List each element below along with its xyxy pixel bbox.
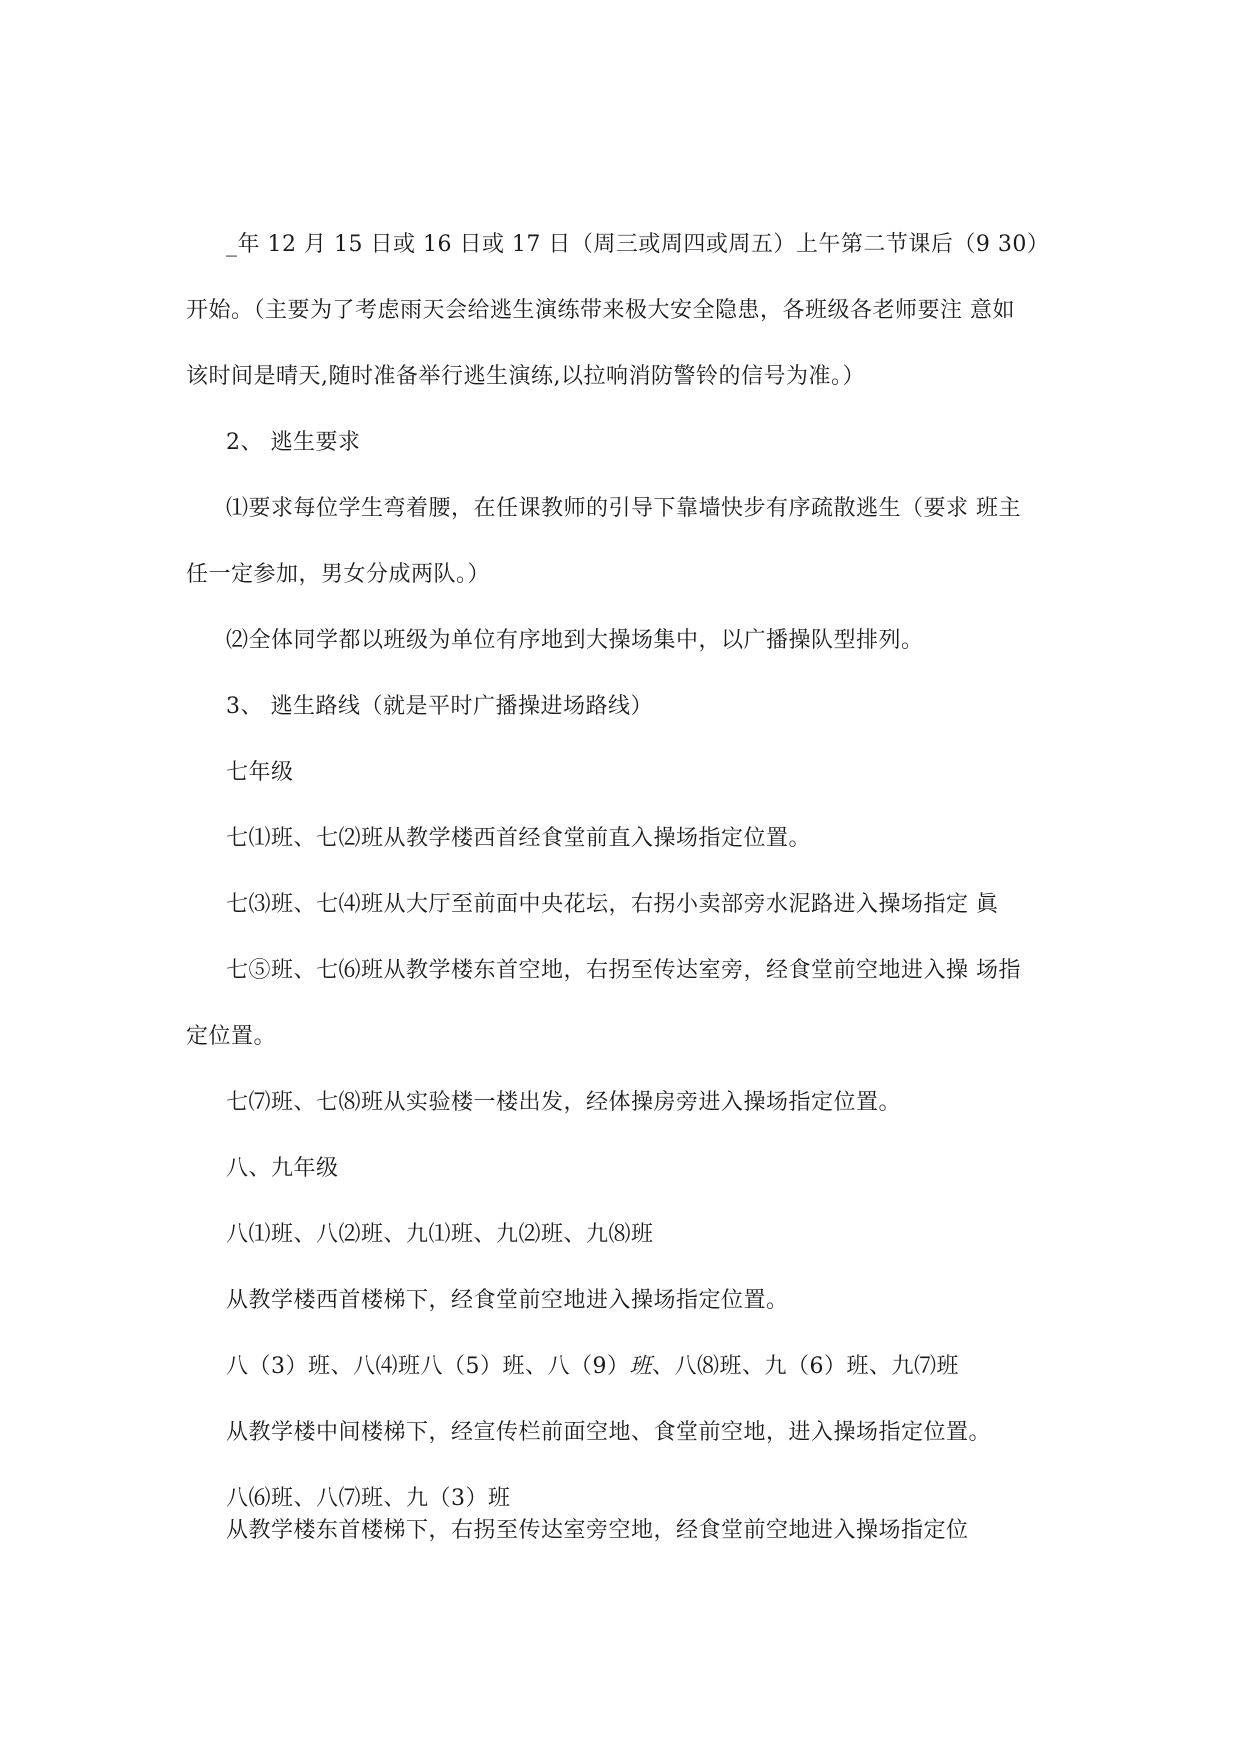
route-seven-1-2: 七⑴班、七⑵班从教学楼西首经食堂前直入操场指定位置。 xyxy=(226,826,812,851)
heading-escape-requirements: 2、 逃生要求 xyxy=(226,430,361,455)
paragraph-date-line: _年 12 月 15 日或 16 日或 17 日（周三或周四或周五）上午第二节课后（9 30） xyxy=(226,232,1050,257)
classes-group-middle-part-1: 八（3）班、八⑷班八（5）班、八（9） xyxy=(226,1354,630,1379)
route-seven-5-6-cont: 定位置。 xyxy=(186,1024,277,1049)
requirement-2: ⑵全体同学都以班级为单位有序地到大操场集中，以广播操队型排列。 xyxy=(226,628,924,653)
classes-group-middle-italic: 班 xyxy=(629,1354,653,1379)
route-group-east: 从教学楼东首楼梯下，右拐至传达室旁空地，经食堂前空地进入操场指定位 xyxy=(226,1518,969,1543)
heading-escape-routes: 3、 逃生路线（就是平时广播操进场路线） xyxy=(226,694,653,719)
paragraph-date-cont-1: 开始。（主要为了考虑雨天会给逃生演练带来极大安全隐患，各班级各老师要注 意如 xyxy=(186,298,1015,323)
requirement-1-cont: 任一定参加，男女分成两队。） xyxy=(186,562,491,587)
route-seven-7-8: 七⑺班、七⑻班从实验楼一楼出发，经体操房旁进入操场指定位置。 xyxy=(226,1090,902,1115)
route-seven-5-6: 七⑤班、七⑹班从教学楼东首空地，右拐至传达室旁，经食堂前空地进入操 场指 xyxy=(226,958,1021,983)
route-seven-3-4: 七⑶班、七⑷班从大厅至前面中央花坛，右拐小卖部旁水泥路进入操场指定 眞 xyxy=(226,892,999,917)
requirement-1: ⑴要求每位学生弯着腰，在任课教师的引导下靠墙快步有序疏散逃生（要求 班主 xyxy=(226,496,1021,521)
heading-grade-seven: 七年级 xyxy=(226,760,294,785)
classes-group-east: 八⑹班、八⑺班、九（3）班 xyxy=(226,1486,511,1511)
classes-group-middle xyxy=(226,1352,959,1382)
classes-group-middle-part-2: 、八⑻班、九（6）班、九⑺班 xyxy=(652,1354,960,1379)
heading-grade-eight-nine: 八、九年级 xyxy=(226,1156,339,1181)
paragraph-date-cont-2: 该时间是晴天,随时准备举行逃生演练,以拉响消防警铃的信号为准。） xyxy=(186,364,865,389)
route-group-middle: 从教学楼中间楼梯下，经宣传栏前面空地、食堂前空地，进入操场指定位置。 xyxy=(226,1420,992,1445)
route-group-west: 从教学楼西首楼梯下，经食堂前空地进入操场指定位置。 xyxy=(226,1288,789,1313)
classes-group-west: 八⑴班、八⑵班、九⑴班、九⑵班、九⑻班 xyxy=(226,1222,654,1247)
